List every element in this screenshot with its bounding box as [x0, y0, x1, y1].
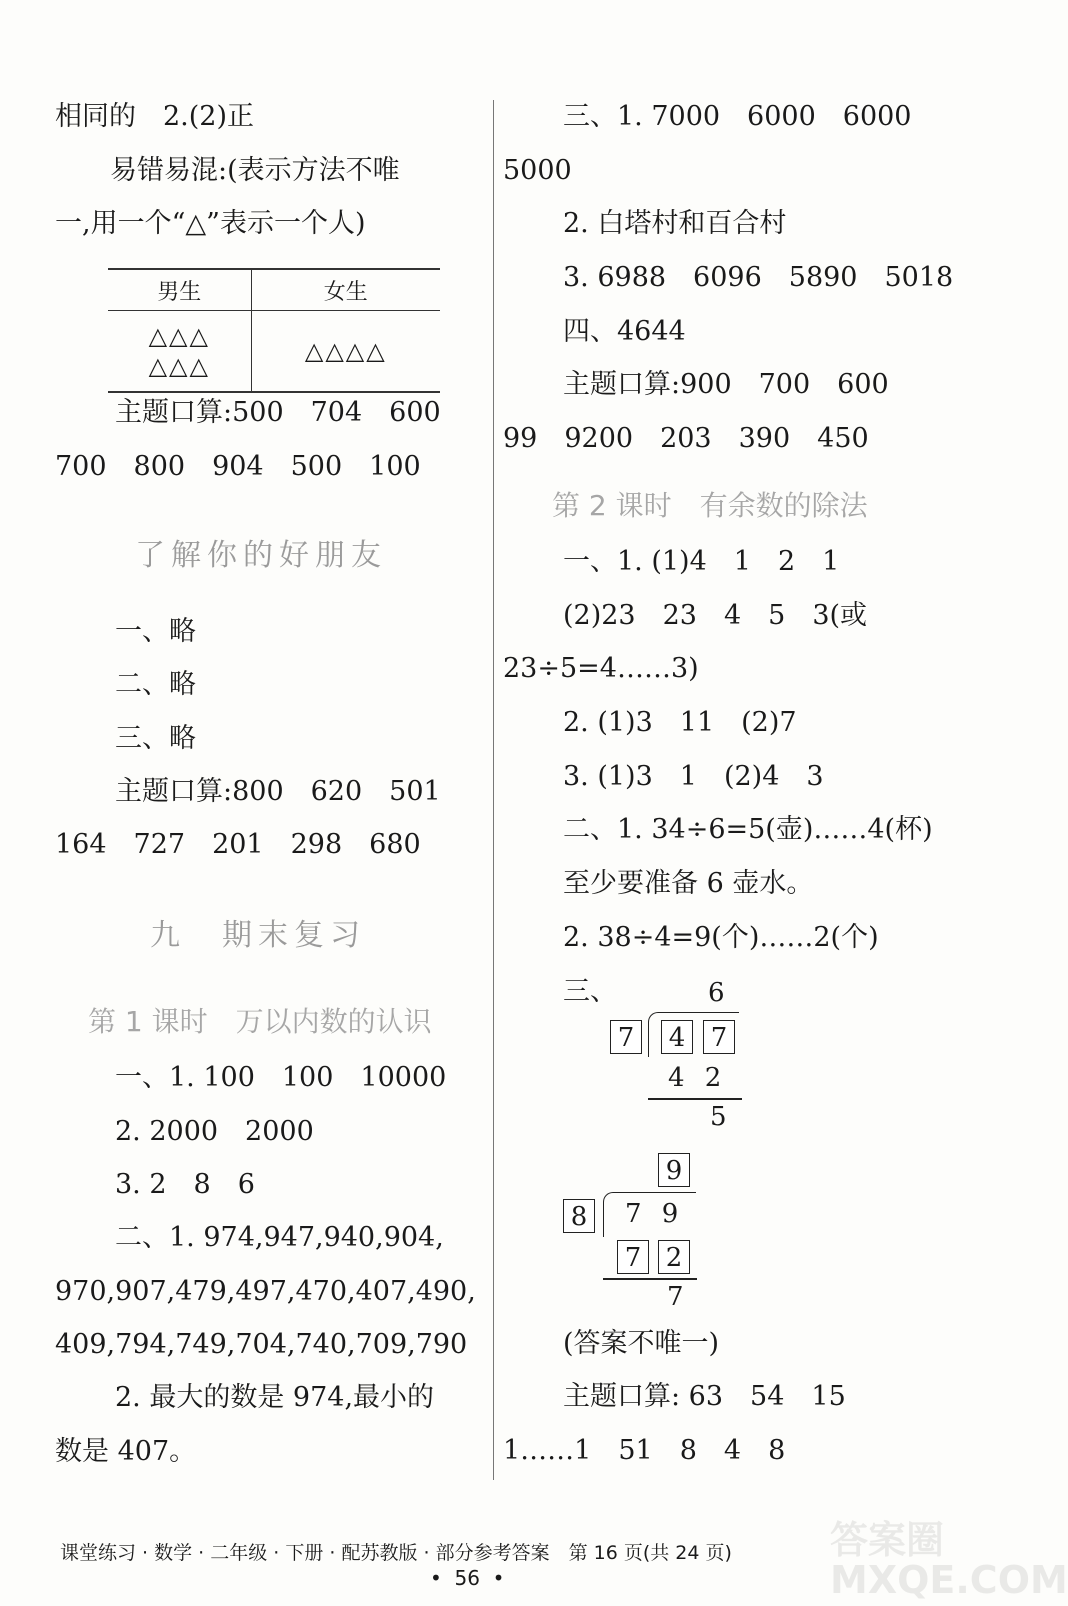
lesson-title: 第 1 课时 万以内数的认识 [88, 1005, 432, 1038]
dividend-box: 7 [703, 1020, 735, 1054]
text-line: 一,用一个“△”表示一个人) [55, 208, 366, 239]
text-line: 5000 [503, 155, 572, 186]
text-line: 主题口算:900 700 600 [563, 369, 889, 400]
text-line: 三、1. 7000 6000 6000 [563, 101, 912, 132]
text-line: 至少要准备 6 壶水。 [563, 868, 814, 899]
text-line: 1……1 51 8 4 8 [503, 1435, 786, 1466]
gender-table [108, 268, 440, 393]
text-line: 2. 最大的数是 974,最小的 [115, 1382, 435, 1413]
product-box: 2 [658, 1240, 690, 1274]
text-line: 主题口算:800 620 501 [115, 776, 441, 807]
dividend: 7 9 [625, 1199, 685, 1229]
table-header: 女生 [251, 269, 440, 311]
quotient: 6 [708, 978, 725, 1008]
watermark: 答案圈 MXQE.COM [830, 1518, 1068, 1602]
text-line: 2. 38÷4=9(个)……2(个) [563, 922, 879, 953]
table-cell: △△△ △△△ [148, 322, 210, 380]
remainder: 7 [667, 1282, 684, 1312]
text-line: 3. 2 8 6 [115, 1169, 255, 1200]
text-line: 2. 2000 2000 [115, 1116, 314, 1147]
text-line: 三、 [563, 976, 617, 1007]
text-line: 一、1. 100 100 10000 [115, 1062, 447, 1093]
text-line: 970,907,479,497,470,407,490, [55, 1276, 476, 1307]
table-cell: △△△△ [251, 311, 440, 393]
text-line: 3. (1)3 1 (2)4 3 [563, 761, 824, 792]
text-line: 23÷5=4……3) [503, 653, 699, 684]
text-line: 3. 6988 6096 5890 5018 [563, 262, 954, 293]
text-line: 主题口算: 63 54 15 [563, 1381, 846, 1412]
text-line: 二、1. 974,947,940,904, [115, 1222, 444, 1253]
text-line: (2)23 23 4 5 3(或 [563, 600, 868, 631]
text-line: 二、1. 34÷6=5(壶)……4(杯) [563, 814, 933, 845]
text-line: 一、1. (1)4 1 2 1 [563, 546, 840, 577]
text-line: 2. (1)3 11 (2)7 [563, 707, 797, 738]
text-line: 409,794,749,704,740,709,790 [55, 1329, 468, 1360]
page-footer: 课堂练习 · 数学 · 二年级 · 下册 · 配苏教版 · 部分参考答案 第 16 页(共 24 页) [60, 1542, 732, 1564]
text-line: 二、略 [115, 669, 196, 700]
text-line: 700 800 904 500 100 [55, 451, 421, 482]
quotient-box: 9 [658, 1153, 690, 1187]
text-line: (答案不唯一) [563, 1328, 720, 1359]
product: 4 2 [668, 1063, 728, 1093]
text-line: 易错易混:(表示方法不唯 [110, 155, 400, 186]
text-line: 99 9200 203 390 450 [503, 423, 869, 454]
text-line: 四、4644 [563, 316, 686, 347]
division-line [648, 1098, 742, 1100]
text-line: 三、略 [115, 723, 196, 754]
lesson-title: 第 2 课时 有余数的除法 [552, 489, 868, 522]
dividend-box: 4 [661, 1020, 693, 1054]
text-line: 数是 407。 [55, 1436, 197, 1467]
text-line: 一、略 [115, 616, 196, 647]
product-box: 7 [617, 1240, 649, 1274]
table-header: 男生 [108, 269, 251, 311]
page-number: • 56 • [430, 1566, 505, 1590]
remainder: 5 [710, 1102, 727, 1132]
section-title: 九 期末复习 [150, 918, 366, 953]
text-line: 164 727 201 298 680 [55, 829, 421, 860]
section-title: 了解你的好朋友 [135, 538, 387, 573]
divisor-box: 7 [610, 1020, 642, 1054]
text-line: 主题口算:500 704 600 [115, 397, 441, 428]
text-line: 相同的 2.(2)正 [55, 101, 255, 132]
column-divider [493, 100, 494, 1480]
divisor-box: 8 [563, 1199, 595, 1233]
text-line: 2. 白塔村和百合村 [563, 208, 787, 239]
